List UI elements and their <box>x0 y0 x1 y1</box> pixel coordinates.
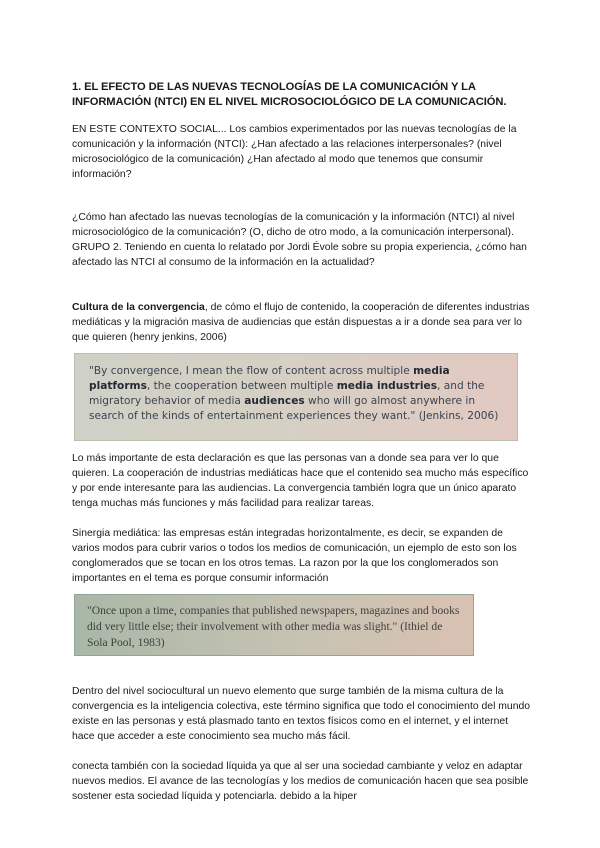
importance-paragraph: Lo más importante de esta declaración es que las personas van a donde sea para ver lo que quieren. La cooperación de industrias mediáticas hace que el contenido sea mucho más específico y por ende interesante para las audiencias. La convergencia también logra que un único aparato tenga muchas más funciones y más facilidad para realizar tareas. <box>72 453 529 509</box>
collective-intelligence-paragraph: Dentro del nivel sociocultural un nuevo elemento que surge también de la misma cultura de la convergencia es la inteligencia colectiva, este término significa que todo el conocimiento del mundo existe en las personas y está plasmado tanto en textos físicos como en el internet, y el internet hace que acceder a este conocimiento sea mucho más fácil. <box>72 686 531 742</box>
section-heading: 1. EL EFECTO DE LAS NUEVAS TECNOLOGÍAS DE LA COMUNICACIÓN Y LA INFORMACIÓN (NTCI) EN EL NIVEL MICROSOCIOLÓGICO DE LA COMUNICACIÓN. <box>72 81 507 108</box>
synergy-paragraph: Sinergia mediática: las empresas están integradas horizontalmente, es decir, se expanden de varios modos para cubrir varios o todos los medios de comunicación, un ejemplo de esto son los conglomerados que se tocan en los otros temas. La razon por la que los conglomerados son importantes en el tema es porque consumir información <box>72 528 517 584</box>
convergence-paragraph <box>72 300 532 345</box>
liquid-society-paragraph: conecta también con la sociedad líquida ya que al ser una sociedad cambiante y veloz en adaptar nuevos medios. El avance de las tecnologías y los medios de comunicación hacen que sea posible sostener esta sociedad líquida y potenciarla. debido a la hiper <box>72 761 529 802</box>
pool-quote-image: "Once upon a time, companies that published newspapers, magazines and books did very little else; their involvement with other media was slight." (Ithiel de Sola Pool, 1983) <box>74 594 474 656</box>
jenkins-quote-image: "By convergence, I mean the flow of content across multiple media platforms, the cooperation between multiple media industries, and the migratory behavior of media audiences who will go almost anywhere in search of the kinds of entertainment experiences they want." (Jenkins, 2006) <box>74 353 518 441</box>
document-page <box>72 80 532 819</box>
convergence-term: Cultura de la convergencia <box>72 302 205 313</box>
convergence-definition: , de cómo el flujo de contenido, la cooperación de diferentes industrias mediáticas y la migración masiva de audiencias que están dispuestas a ir a donde sea para ver lo que quieren (henry jenkins, 2006) <box>72 302 530 343</box>
question-paragraph: ¿Cómo han afectado las nuevas tecnologías de la comunicación y la información (NTCI) al nivel microsociológico de la comunicación? (O, dicho de otro modo, a la comunicación interpersonal). GRUPO 2. Teniendo en cuenta lo relatado por Jordi Évole sobre su propia experiencia, ¿cómo han afectado las NTCI al consumo de la información en la actualidad? <box>72 212 527 268</box>
intro-paragraph: EN ESTE CONTEXTO SOCIAL... Los cambios experimentados por las nuevas tecnologías de la comunicación y la información (NTCI): ¿Han afectado a las relaciones interpersonales? (nivel microsociológico de la comunicación) ¿Han afectado al modo que tenemos que consumir información? <box>72 124 517 180</box>
